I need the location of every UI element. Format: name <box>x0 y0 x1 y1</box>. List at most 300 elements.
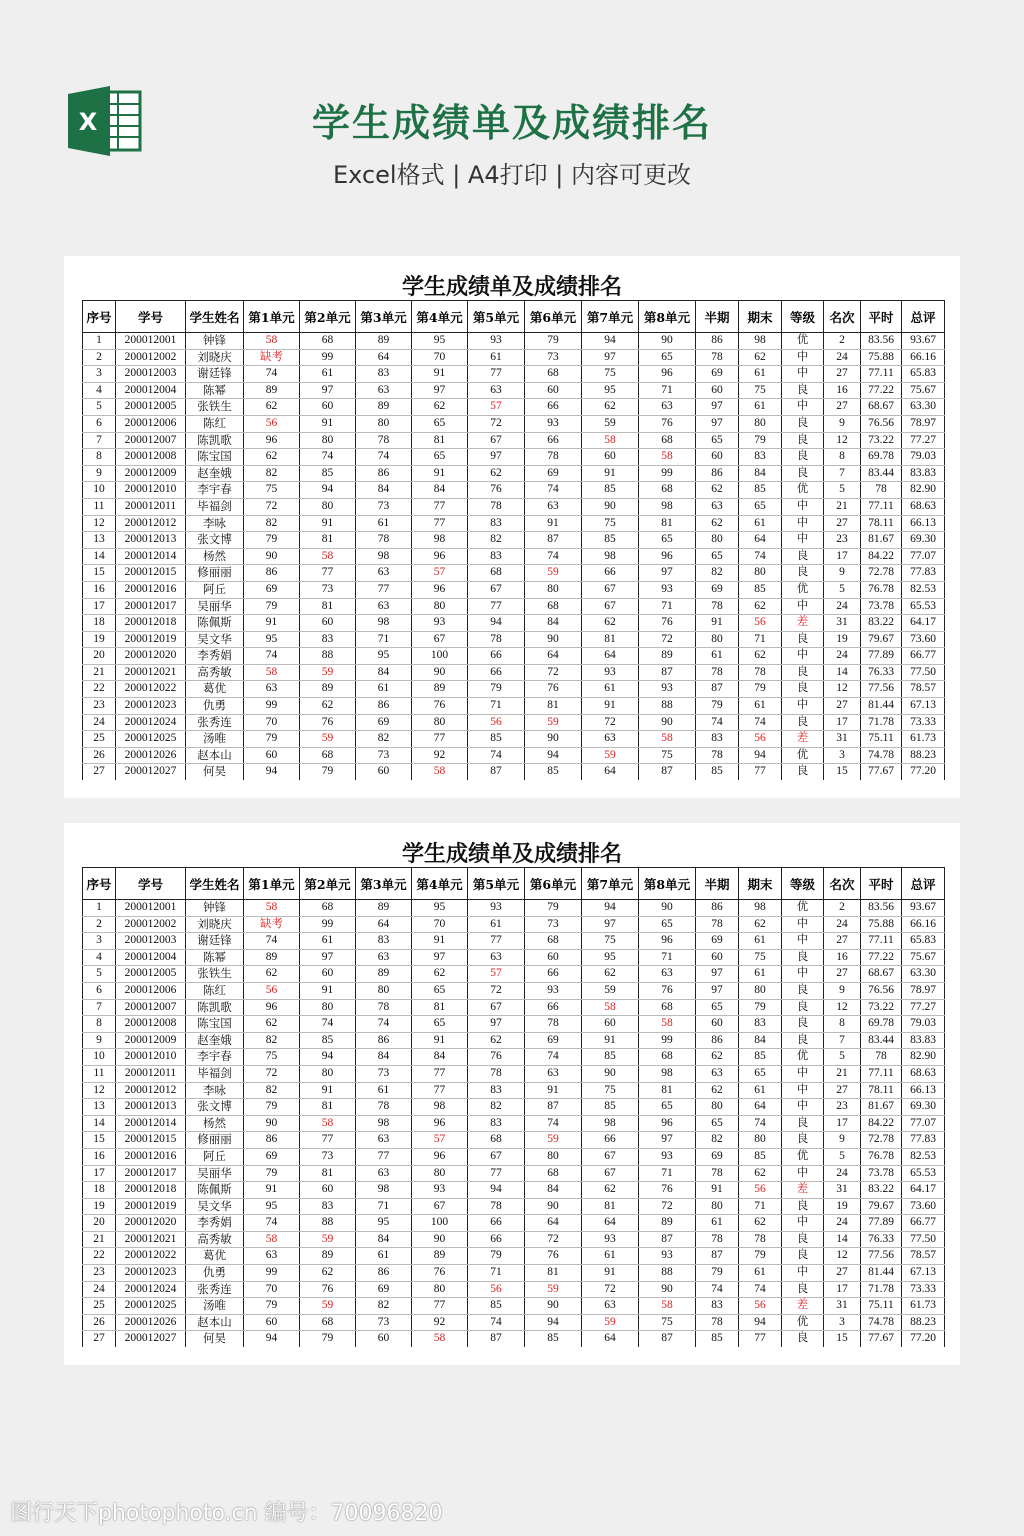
table-cell: 86 <box>244 1132 300 1149</box>
column-header: 第7单元 <box>582 868 639 900</box>
table-row <box>83 515 945 532</box>
table-cell: 何昊 <box>186 764 244 780</box>
table-cell: 李秀娟 <box>186 1215 244 1232</box>
table-cell: 84 <box>739 1032 782 1049</box>
table-cell: 27 <box>83 764 116 780</box>
table-row <box>83 349 945 366</box>
table-row <box>83 982 945 999</box>
table-cell: 81.44 <box>861 1265 902 1282</box>
table-row <box>83 1314 945 1331</box>
table-cell: 100 <box>412 648 468 665</box>
table-cell: 68.67 <box>861 966 902 983</box>
table-cell: 中 <box>782 1165 824 1182</box>
table-cell: 89 <box>244 949 300 966</box>
table-cell: 63 <box>356 1132 412 1149</box>
table-cell: 75 <box>244 482 300 499</box>
table-cell: 88 <box>639 698 696 715</box>
table-cell: 82 <box>468 1099 525 1116</box>
table-cell: 76.33 <box>861 1231 902 1248</box>
table-row <box>83 548 945 565</box>
table-cell: 陈宝国 <box>186 1016 244 1033</box>
table-cell: 90 <box>412 664 468 681</box>
table-cell: 12 <box>824 681 861 698</box>
table-cell: 86 <box>696 465 739 482</box>
sheet-title: 学生成绩单及成绩排名 <box>401 842 622 867</box>
table-cell: 中 <box>782 515 824 532</box>
table-cell: 86 <box>356 1265 412 1282</box>
table-cell: 24 <box>824 1215 861 1232</box>
table-cell: 60 <box>300 615 356 632</box>
column-header: 第1单元 <box>244 868 300 900</box>
table-cell: 78 <box>696 1314 739 1331</box>
table-cell: 吴丽华 <box>186 598 244 615</box>
table-cell: 优 <box>782 1148 824 1165</box>
table-cell: 73.78 <box>861 1165 902 1182</box>
table-cell: 96 <box>412 1148 468 1165</box>
table-cell: 良 <box>782 681 824 698</box>
table-cell: 刘晓庆 <box>186 916 244 933</box>
table-cell: 84 <box>356 1231 412 1248</box>
table-cell: 71 <box>468 698 525 715</box>
table-cell: 58 <box>244 1231 300 1248</box>
table-cell: 13 <box>83 1099 116 1116</box>
table-cell: 58 <box>244 900 300 917</box>
table-row <box>83 366 945 383</box>
table-cell: 张铁生 <box>186 399 244 416</box>
table-cell: 79 <box>525 900 582 917</box>
table-cell: 79 <box>468 1248 525 1265</box>
table-cell: 7 <box>824 465 861 482</box>
table-cell: 78 <box>739 664 782 681</box>
table-cell: 94 <box>525 747 582 764</box>
table-cell: 83 <box>356 366 412 383</box>
table-cell: 13 <box>83 532 116 549</box>
table-cell: 优 <box>782 1314 824 1331</box>
table-cell: 26 <box>83 1314 116 1331</box>
table-cell: 93 <box>468 900 525 917</box>
table-cell: 61 <box>739 1265 782 1282</box>
table-cell: 76 <box>639 615 696 632</box>
table-cell: 24 <box>824 1165 861 1182</box>
table-cell: 96 <box>639 933 696 950</box>
table-cell: 200012015 <box>116 1132 186 1149</box>
table-cell: 缺考 <box>244 916 300 933</box>
column-header: 期末 <box>739 301 782 333</box>
table-cell: 79 <box>525 333 582 350</box>
table-cell: 68 <box>300 747 356 764</box>
table-cell: 14 <box>83 1115 116 1132</box>
table-cell: 96 <box>639 366 696 383</box>
table-cell: 61 <box>300 933 356 950</box>
table-cell: 66.13 <box>902 515 945 532</box>
table-cell: 96 <box>639 1115 696 1132</box>
table-cell: 87 <box>639 1331 696 1347</box>
table-cell: 68 <box>300 1314 356 1331</box>
table-cell: 77.67 <box>861 1331 902 1347</box>
table-row <box>83 333 945 350</box>
table-cell: 65 <box>696 999 739 1016</box>
table-cell: 73.78 <box>861 598 902 615</box>
table-cell: 66 <box>525 399 582 416</box>
table-cell: 79 <box>468 681 525 698</box>
table-cell: 67.13 <box>902 698 945 715</box>
table-cell: 200012005 <box>116 966 186 983</box>
table-cell: 77 <box>356 1148 412 1165</box>
table-cell: 24 <box>824 598 861 615</box>
table-cell: 60 <box>300 399 356 416</box>
table-cell: 71 <box>639 382 696 399</box>
table-cell: 20 <box>83 648 116 665</box>
table-cell: 汤唯 <box>186 1298 244 1315</box>
table-cell: 31 <box>824 1182 861 1199</box>
table-cell: 90 <box>639 1281 696 1298</box>
table-cell: 60 <box>696 382 739 399</box>
table-cell: 84.22 <box>861 548 902 565</box>
table-cell: 高秀敏 <box>186 664 244 681</box>
table-cell: 81 <box>300 598 356 615</box>
table-cell: 7 <box>83 432 116 449</box>
table-cell: 73 <box>300 1148 356 1165</box>
table-cell: 24 <box>824 648 861 665</box>
table-row <box>83 949 945 966</box>
table-cell: 葛优 <box>186 1248 244 1265</box>
table-cell: 73.22 <box>861 432 902 449</box>
column-header: 学生姓名 <box>186 868 244 900</box>
table-cell: 200012014 <box>116 1115 186 1132</box>
table-cell: 59 <box>582 1314 639 1331</box>
table-cell: 68.63 <box>902 498 945 515</box>
table-cell: 96 <box>412 1115 468 1132</box>
table-cell: 89 <box>639 648 696 665</box>
table-cell: 70 <box>412 916 468 933</box>
table-cell: 78.57 <box>902 681 945 698</box>
table-cell: 8 <box>83 449 116 466</box>
table-cell: 5 <box>824 581 861 598</box>
table-row <box>83 1298 945 1315</box>
table-cell: 200012023 <box>116 1265 186 1282</box>
table-row <box>83 1032 945 1049</box>
table-cell: 中 <box>782 349 824 366</box>
table-cell: 94 <box>300 1049 356 1066</box>
table-cell: 12 <box>83 1082 116 1099</box>
table-cell: 74 <box>525 482 582 499</box>
table-cell: 61.73 <box>902 1298 945 1315</box>
table-cell: 80 <box>300 999 356 1016</box>
table-cell: 66 <box>525 999 582 1016</box>
table-cell: 94 <box>739 1314 782 1331</box>
table-cell: 73.22 <box>861 999 902 1016</box>
table-cell: 75.11 <box>861 1298 902 1315</box>
table-cell: 24 <box>83 714 116 731</box>
table-cell: 59 <box>300 1231 356 1248</box>
table-cell: 72 <box>468 982 525 999</box>
table-cell: 良 <box>782 982 824 999</box>
table-cell: 97 <box>412 382 468 399</box>
table-cell: 6 <box>83 415 116 432</box>
table-cell: 61 <box>696 1215 739 1232</box>
table-cell: 31 <box>824 615 861 632</box>
table-cell: 83.83 <box>902 465 945 482</box>
table-cell: 中 <box>782 1099 824 1116</box>
table-cell: 67 <box>412 1198 468 1215</box>
table-cell: 95 <box>412 333 468 350</box>
table-cell: 60 <box>696 449 739 466</box>
table-cell: 10 <box>83 1049 116 1066</box>
table-cell: 7 <box>824 1032 861 1049</box>
table-cell: 90 <box>525 1198 582 1215</box>
table-cell: 98 <box>356 1115 412 1132</box>
table-cell: 62 <box>468 465 525 482</box>
table-cell: 78 <box>468 498 525 515</box>
table-cell: 74 <box>525 548 582 565</box>
table-cell: 81 <box>525 1265 582 1282</box>
table-cell: 97 <box>468 449 525 466</box>
table-cell: 60 <box>300 966 356 983</box>
table-cell: 19 <box>83 631 116 648</box>
table-cell: 85 <box>525 1331 582 1347</box>
table-cell: 77 <box>739 764 782 780</box>
table-cell: 200012011 <box>116 498 186 515</box>
table-cell: 68 <box>525 933 582 950</box>
table-cell: 200012008 <box>116 1016 186 1033</box>
table-cell: 98 <box>739 900 782 917</box>
table-cell: 83 <box>739 449 782 466</box>
table-row <box>83 1099 945 1116</box>
table-cell: 5 <box>824 1049 861 1066</box>
table-cell: 77.22 <box>861 949 902 966</box>
table-cell: 张秀连 <box>186 1281 244 1298</box>
table-cell: 90 <box>525 631 582 648</box>
table-cell: 77.89 <box>861 1215 902 1232</box>
table-cell: 78 <box>356 999 412 1016</box>
table-cell: 85 <box>525 764 582 780</box>
table-cell: 78 <box>525 449 582 466</box>
table-cell: 64.17 <box>902 615 945 632</box>
table-cell: 98 <box>356 1182 412 1199</box>
table-row <box>83 449 945 466</box>
table-cell: 65 <box>696 1115 739 1132</box>
table-cell: 94 <box>468 1182 525 1199</box>
table-cell: 81 <box>525 698 582 715</box>
table-cell: 75.88 <box>861 916 902 933</box>
table-cell: 86 <box>356 465 412 482</box>
table-cell: 良 <box>782 1032 824 1049</box>
table-cell: 中 <box>782 1065 824 1082</box>
table-cell: 90 <box>639 333 696 350</box>
table-cell: 90 <box>639 900 696 917</box>
table-cell: 99 <box>300 916 356 933</box>
table-cell: 57 <box>412 565 468 582</box>
table-cell: 85 <box>582 482 639 499</box>
table-cell: 12 <box>824 999 861 1016</box>
table-cell: 200012013 <box>116 532 186 549</box>
table-cell: 77 <box>412 515 468 532</box>
table-cell: 90 <box>582 1065 639 1082</box>
table-cell: 陈红 <box>186 415 244 432</box>
table-cell: 86 <box>244 565 300 582</box>
table-row <box>83 681 945 698</box>
table-cell: 19 <box>824 1198 861 1215</box>
table-cell: 优 <box>782 747 824 764</box>
table-cell: 良 <box>782 631 824 648</box>
table-row <box>83 1065 945 1082</box>
table-cell: 78 <box>468 1065 525 1082</box>
table-cell: 200012026 <box>116 747 186 764</box>
table-cell: 58 <box>300 1115 356 1132</box>
table-cell: 修丽丽 <box>186 565 244 582</box>
table-cell: 83.44 <box>861 465 902 482</box>
table-cell: 86 <box>696 1032 739 1049</box>
table-cell: 94 <box>525 1314 582 1331</box>
column-header: 总评 <box>902 301 945 333</box>
table-cell: 87 <box>696 1248 739 1265</box>
table-cell: 83 <box>300 631 356 648</box>
table-cell: 77.07 <box>902 1115 945 1132</box>
table-cell: 60 <box>696 949 739 966</box>
column-header: 等级 <box>782 868 824 900</box>
table-cell: 陈凯歌 <box>186 999 244 1016</box>
table-cell: 75 <box>739 949 782 966</box>
table-cell: 83 <box>739 1016 782 1033</box>
table-cell: 85 <box>696 1331 739 1347</box>
table-cell: 74 <box>244 366 300 383</box>
table-row <box>83 1331 945 1347</box>
column-header: 平时 <box>861 868 902 900</box>
table-cell: 81 <box>412 999 468 1016</box>
table-cell: 72 <box>639 631 696 648</box>
table-cell: 18 <box>83 1182 116 1199</box>
table-cell: 83 <box>468 548 525 565</box>
table-cell: 200012021 <box>116 1231 186 1248</box>
table-cell: 77.27 <box>902 999 945 1016</box>
table-cell: 200012022 <box>116 681 186 698</box>
table-cell: 76 <box>639 982 696 999</box>
table-cell: 5 <box>83 966 116 983</box>
table-cell: 83 <box>468 1115 525 1132</box>
table-cell: 93 <box>582 1231 639 1248</box>
table-cell: 60 <box>244 1314 300 1331</box>
table-cell: 85 <box>468 731 525 748</box>
table-cell: 91 <box>525 1082 582 1099</box>
table-cell: 60 <box>356 1331 412 1347</box>
table-cell: 72 <box>582 1281 639 1298</box>
table-cell: 67.13 <box>902 1265 945 1282</box>
table-cell: 200012017 <box>116 598 186 615</box>
table-cell: 62 <box>696 1082 739 1099</box>
table-cell: 92 <box>412 747 468 764</box>
table-cell: 59 <box>525 1132 582 1149</box>
table-cell: 200012003 <box>116 933 186 950</box>
table-cell: 85 <box>468 1298 525 1315</box>
table-cell: 76 <box>525 681 582 698</box>
table-cell: 61 <box>300 366 356 383</box>
table-cell: 仇勇 <box>186 1265 244 1282</box>
table-cell: 98 <box>639 498 696 515</box>
table-cell: 97 <box>300 382 356 399</box>
table-cell: 14 <box>824 1231 861 1248</box>
column-header: 平时 <box>861 301 902 333</box>
table-cell: 57 <box>468 399 525 416</box>
table-row <box>83 615 945 632</box>
table-cell: 毕福剑 <box>186 1065 244 1082</box>
table-cell: 59 <box>300 1298 356 1315</box>
table-cell: 81.67 <box>861 532 902 549</box>
table-cell: 73 <box>356 1314 412 1331</box>
table-cell: 97 <box>696 399 739 416</box>
table-cell: 27 <box>83 1331 116 1347</box>
table-cell: 中 <box>782 598 824 615</box>
page-title: 学生成绩单及成绩排名 <box>311 101 712 145</box>
table-cell: 12 <box>83 515 116 532</box>
table-cell: 84 <box>356 1049 412 1066</box>
table-cell: 67 <box>582 581 639 598</box>
table-cell: 79 <box>244 1099 300 1116</box>
table-cell: 61 <box>739 366 782 383</box>
table-cell: 59 <box>525 714 582 731</box>
table-cell: 71 <box>468 1265 525 1282</box>
table-cell: 优 <box>782 1049 824 1066</box>
table-cell: 79 <box>739 999 782 1016</box>
table-cell: 95 <box>582 382 639 399</box>
table-cell: 85 <box>739 581 782 598</box>
table-cell: 68 <box>468 1132 525 1149</box>
table-row <box>83 1016 945 1033</box>
table-cell: 中 <box>782 698 824 715</box>
table-cell: 27 <box>824 933 861 950</box>
table-cell: 67 <box>582 1165 639 1182</box>
table-cell: 77 <box>356 581 412 598</box>
table-cell: 63 <box>244 1248 300 1265</box>
table-cell: 200012020 <box>116 648 186 665</box>
table-cell: 80 <box>739 415 782 432</box>
table-row <box>83 465 945 482</box>
table-cell: 94 <box>739 747 782 764</box>
table-cell: 67 <box>582 598 639 615</box>
table-cell: 65.53 <box>902 598 945 615</box>
table-cell: 97 <box>639 565 696 582</box>
table-cell: 61 <box>696 648 739 665</box>
table-cell: 78 <box>356 1099 412 1116</box>
table-cell: 79.67 <box>861 631 902 648</box>
table-cell: 68 <box>300 900 356 917</box>
table-cell: 27 <box>824 515 861 532</box>
table-cell: 90 <box>412 1231 468 1248</box>
grade-table <box>82 300 945 780</box>
table-row <box>83 498 945 515</box>
table-row <box>83 1148 945 1165</box>
table-cell: 78 <box>861 482 902 499</box>
table-cell: 62 <box>582 1182 639 1199</box>
table-cell: 93 <box>639 1148 696 1165</box>
table-cell: 84 <box>356 482 412 499</box>
table-cell: 81 <box>412 432 468 449</box>
table-cell: 62 <box>582 966 639 983</box>
table-cell: 20 <box>83 1215 116 1232</box>
table-cell: 79 <box>244 1165 300 1182</box>
table-cell: 2 <box>824 333 861 350</box>
column-header: 序号 <box>83 868 116 900</box>
table-cell: 91 <box>300 982 356 999</box>
table-cell: 93 <box>639 1248 696 1265</box>
table-cell: 良 <box>782 465 824 482</box>
table-cell: 63 <box>525 1065 582 1082</box>
table-cell: 82.90 <box>902 1049 945 1066</box>
table-cell: 79 <box>244 598 300 615</box>
table-cell: 61 <box>356 1082 412 1099</box>
table-cell: 良 <box>782 1248 824 1265</box>
table-cell: 200012013 <box>116 1099 186 1116</box>
table-cell: 84 <box>356 664 412 681</box>
